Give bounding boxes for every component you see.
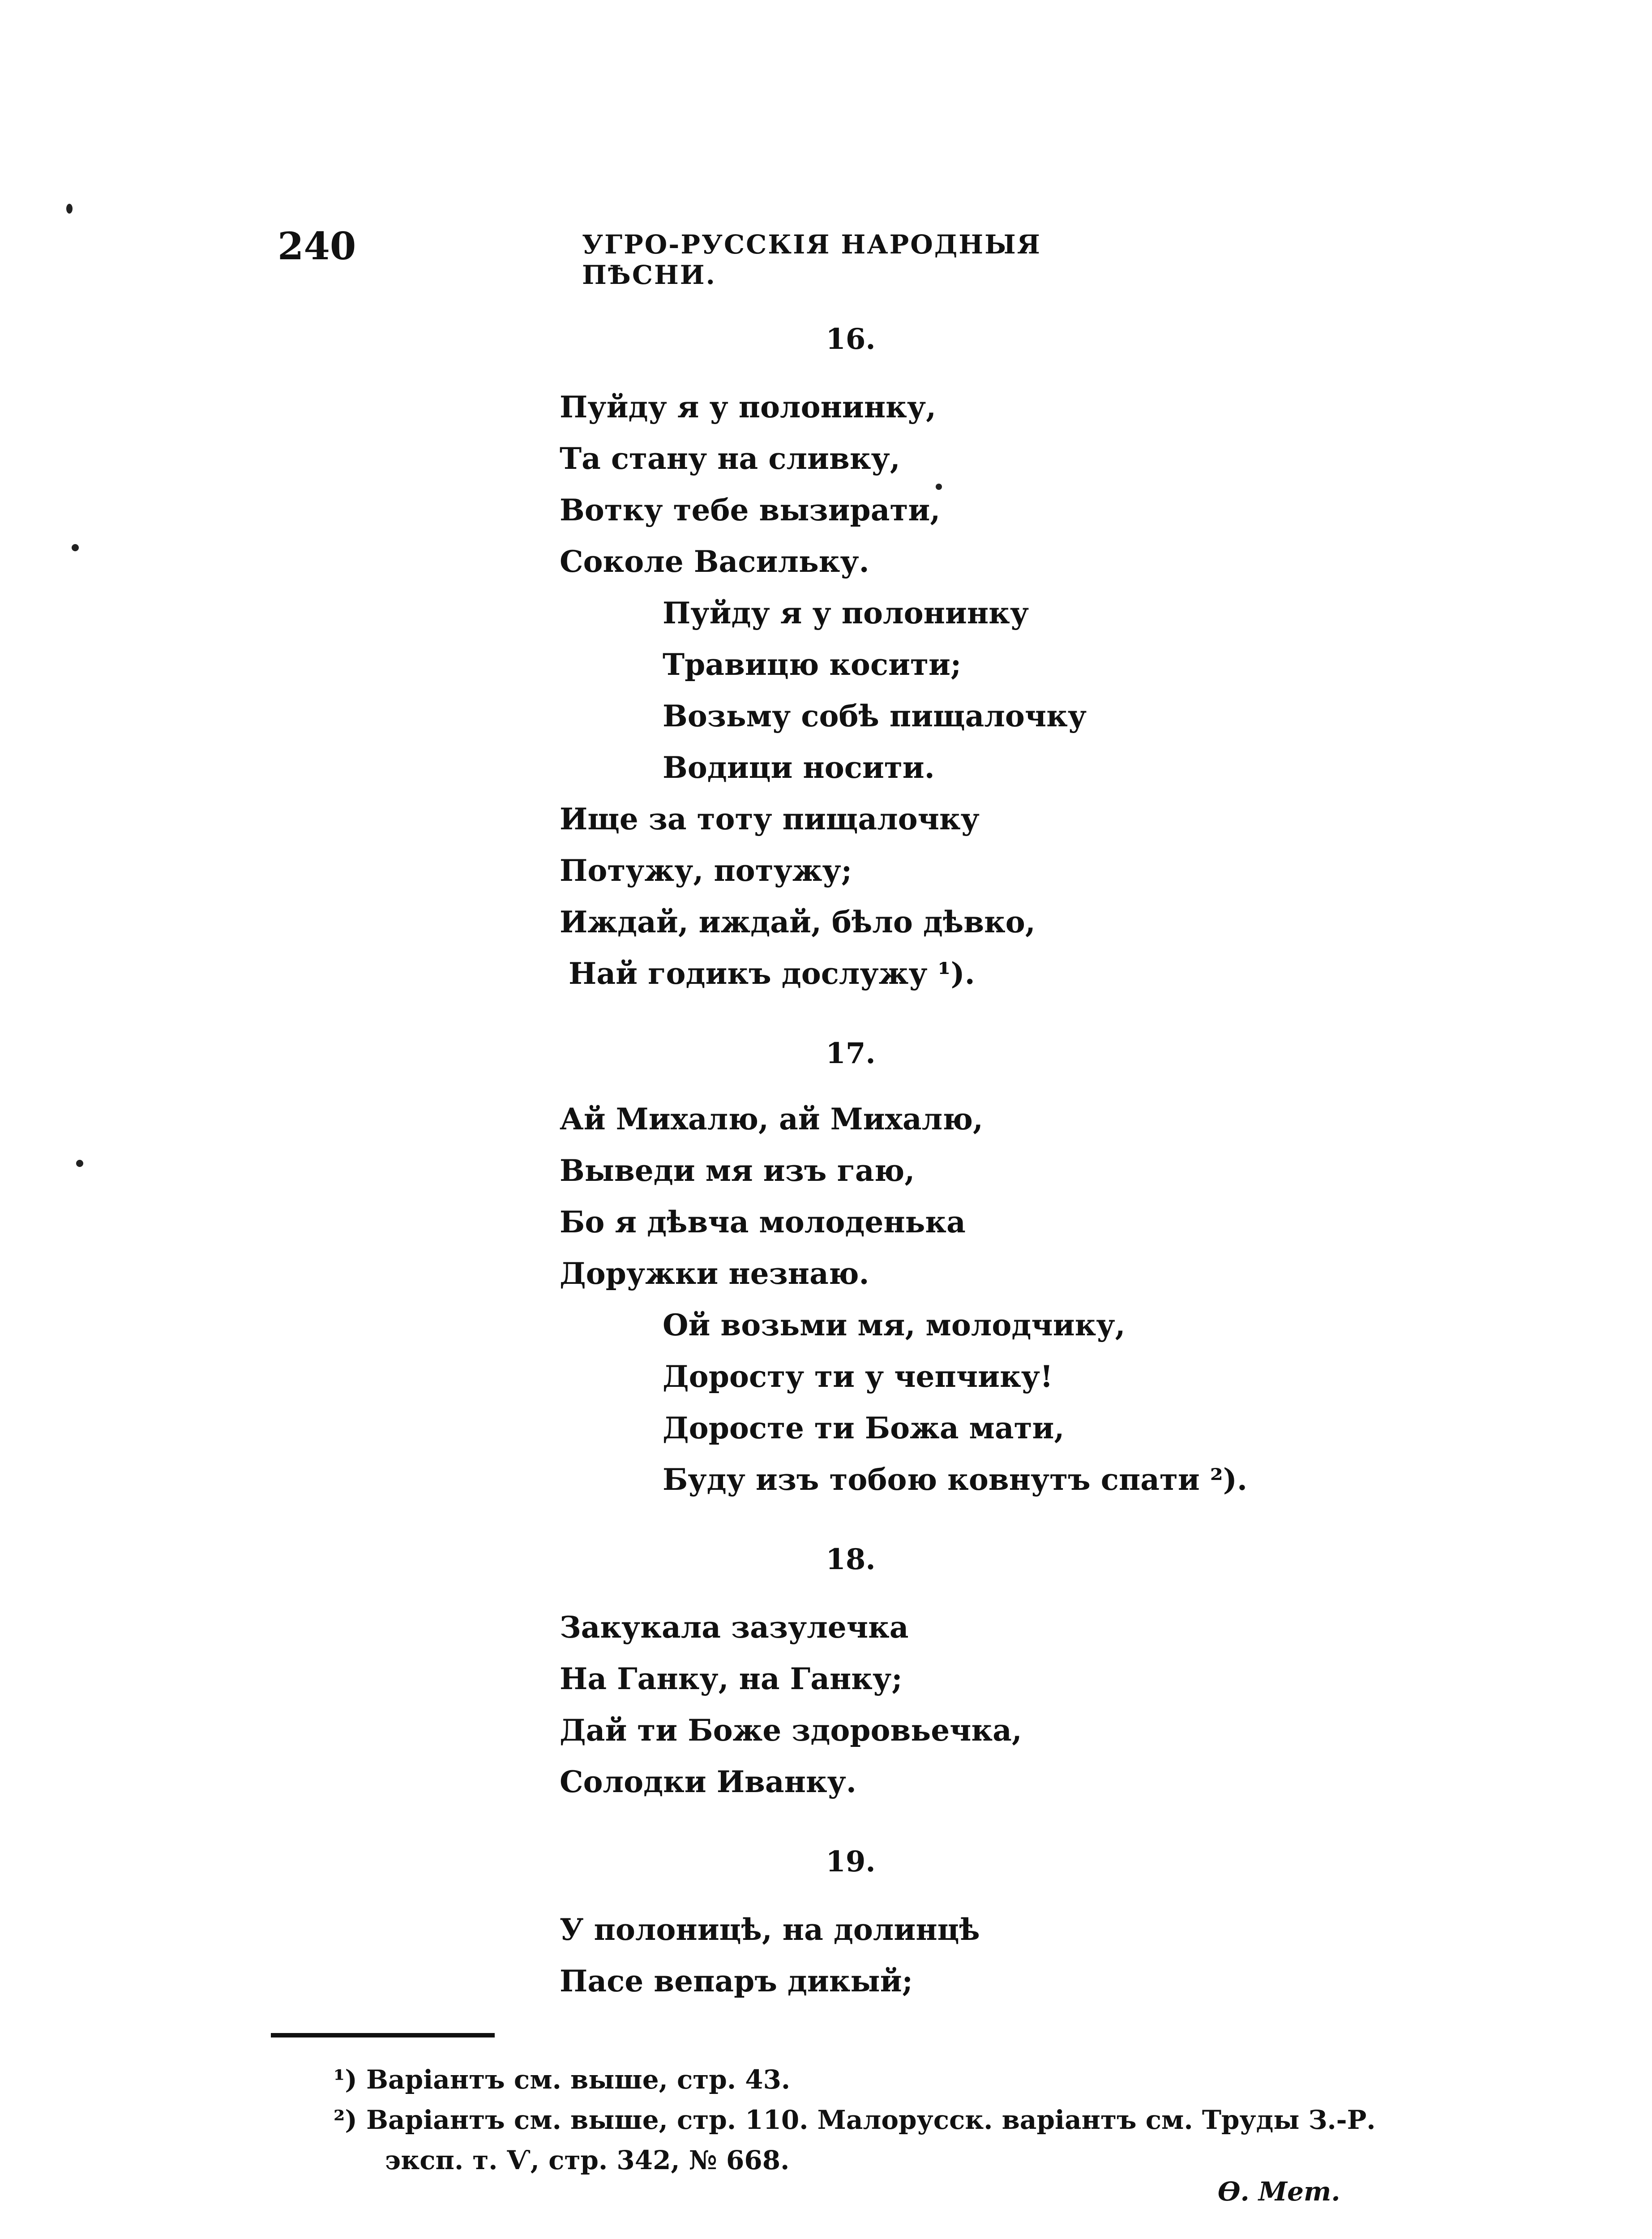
song-number: 19.: [826, 1845, 876, 1879]
verse-line: Пасе вепаръ дикый;: [560, 1964, 913, 1999]
running-title: УГРО-РУССКІЯ НАРОДНЫЯ ПѢСНИ.: [582, 229, 1041, 290]
song-number: 16.: [826, 322, 876, 356]
verse-line: На Ганку, на Ганку;: [560, 1661, 903, 1696]
footnote-2-continued: эксп. т. Ѵ, стр. 342, № 668.: [385, 2145, 790, 2175]
verse-line: Возьму собѣ пищалочку: [663, 699, 1087, 733]
verse-line: Ой возьми мя, молодчику,: [663, 1308, 1126, 1343]
verse-line: Пуйду я у полонинку,: [560, 390, 937, 425]
footnote-2: ²) Варіантъ см. выше, стр. 110. Малорусск. варіантъ см. Труды З.-Р.: [334, 2105, 1376, 2135]
scan-speck: [66, 204, 73, 214]
scan-speck: [72, 544, 79, 551]
verse-line: Дай ти Боже здоровьечка,: [560, 1713, 1022, 1748]
signature: Ѳ. Мет.: [1218, 2176, 1340, 2207]
verse-line: Травицю косити;: [663, 647, 962, 682]
verse-line: Иждай, иждай, бѣло дѣвко,: [560, 905, 1036, 939]
scan-speck: [936, 484, 942, 490]
song-number: 18.: [826, 1543, 876, 1576]
verse-line: Ай Михалю, ай Михалю,: [560, 1102, 983, 1137]
footnote-1: ¹) Варіантъ см. выше, стр. 43.: [334, 2064, 791, 2095]
page-header: [278, 224, 1128, 290]
scan-speck: [76, 1160, 83, 1167]
verse-line: Солодки Иванку.: [560, 1764, 856, 1799]
verse-line: Вотку тебе вызирати,: [560, 493, 941, 528]
verse-line: Водици носити.: [663, 750, 935, 785]
verse-line: Доружки незнаю.: [560, 1256, 869, 1291]
page-number: 240: [278, 224, 356, 268]
verse-line: Та стану на сливку,: [560, 441, 900, 476]
verse-line: Най годикъ дослужу ¹).: [569, 956, 975, 991]
verse-line: Потужу, потужу;: [560, 853, 852, 888]
verse-line: Пуйду я у полонинку: [663, 596, 1029, 631]
verse-line: Доросте ти Божа мати,: [663, 1411, 1065, 1445]
verse-line: Доросту ти у чепчику!: [663, 1359, 1053, 1394]
verse-line: Закукала зазулечка: [560, 1610, 909, 1645]
footnote-divider: [271, 2033, 495, 2037]
verse-line: Ище за тоту пищалочку: [560, 802, 980, 836]
song-number: 17.: [826, 1037, 876, 1070]
verse-line: Бо я дѣвча молоденька: [560, 1205, 966, 1240]
verse-line: Соколе Васильку.: [560, 544, 869, 579]
verse-line: Выведи мя изъ гаю,: [560, 1153, 915, 1188]
verse-line: У полоницѣ, на долинцѣ: [560, 1912, 980, 1947]
verse-line: Буду изъ тобою ковнутъ спати ²).: [663, 1462, 1247, 1497]
